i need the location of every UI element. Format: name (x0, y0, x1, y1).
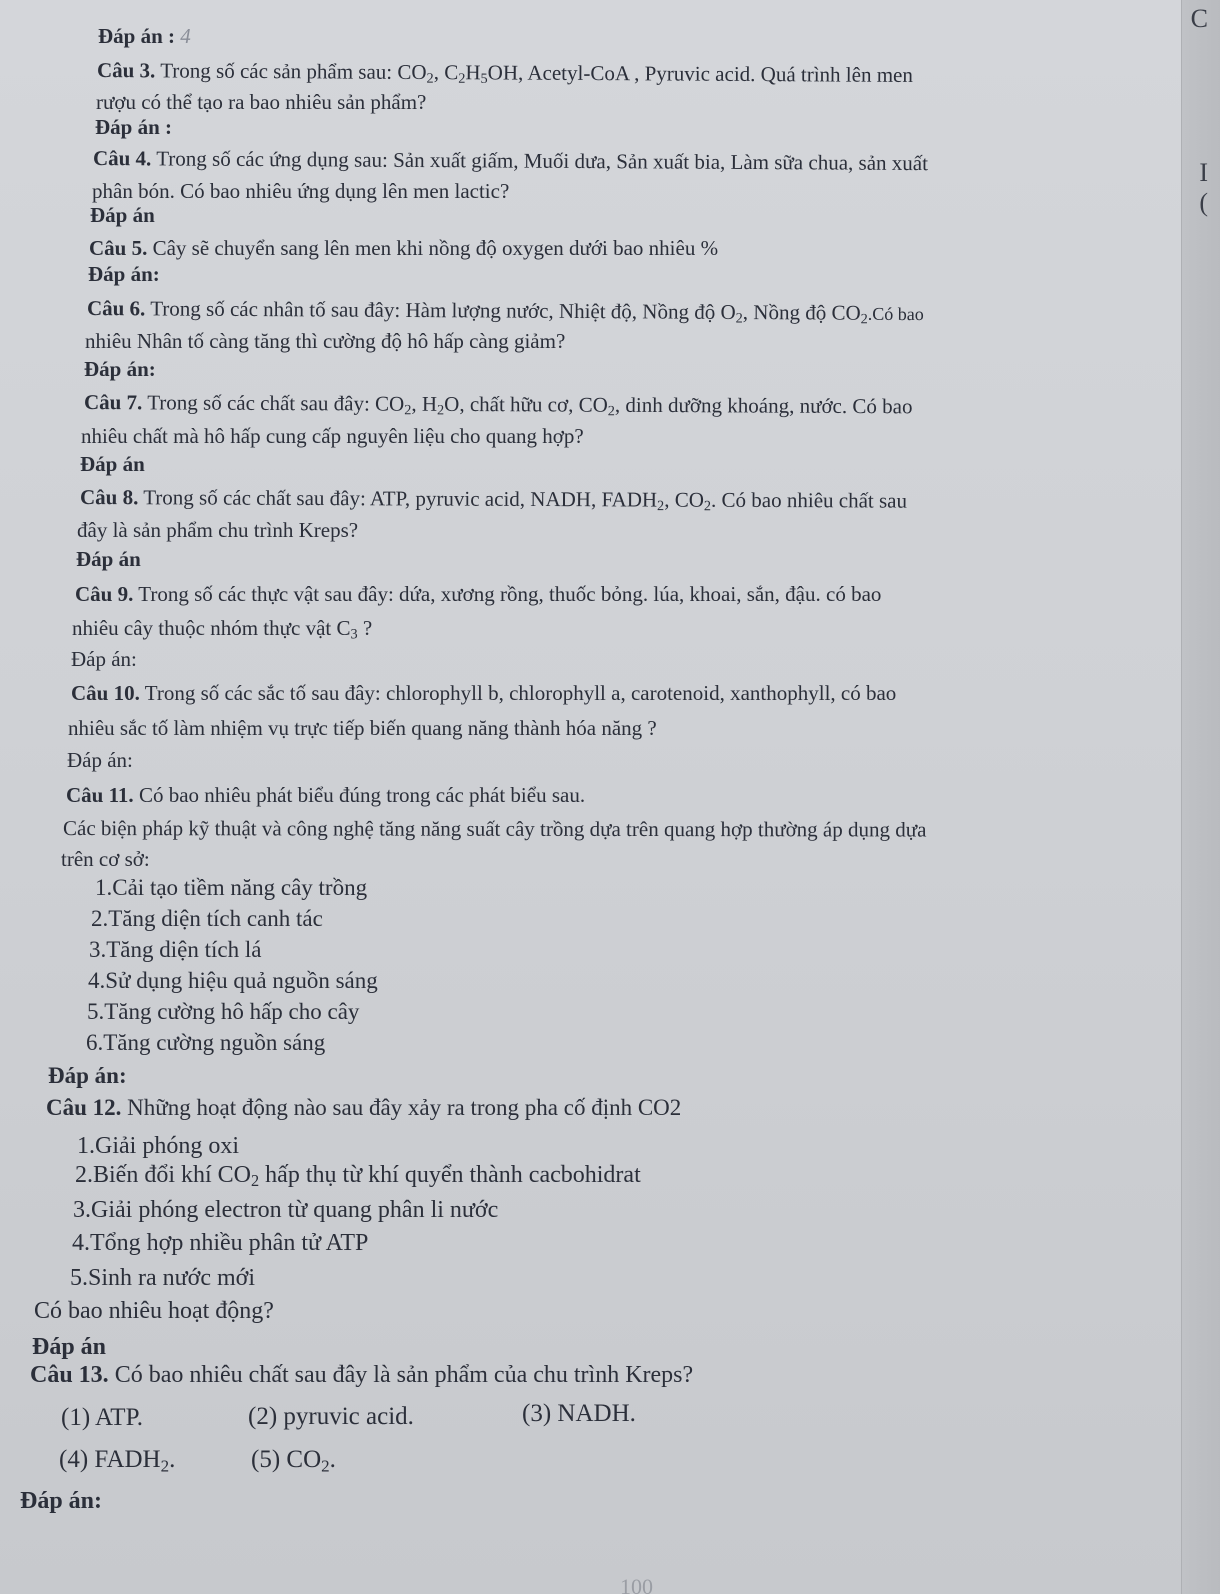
answer-label: Đáp án : (95, 115, 173, 139)
answer-label: Đáp án: (67, 748, 133, 772)
question-8-line-2: đây là sản phẩm chu trình Kreps? (77, 518, 359, 542)
list-item: 3.Tăng diện tích lá (89, 937, 262, 962)
question-4-line-2: phân bón. Có bao nhiêu ứng dụng lên men lactic? (92, 179, 510, 203)
question-9-line-2: nhiêu cây thuộc nhóm thực vật $C_3$ ? (72, 616, 373, 643)
question-8-line-1: Câu 8. Trong số các chất sau đây: ATP, pyruvic acid, NADH, $FADH_2$, $CO_2$. Có bao nhiêu chất sau (79, 485, 908, 515)
question-3-line-1: Câu 3. Trong số các sản phẩm sau: $CO_2$, $C_2H_5OH$, Acetyl-CoA , Pyruvic acid. Quá trình lên men (96, 58, 913, 87)
question-7-line-2: nhiêu chất mà hô hấp cung cấp nguyên liệu cho quang hợp? (81, 424, 584, 448)
option-2: (2) pyruvic acid. (248, 1403, 414, 1430)
question-11-line-3: trên cơ sở: (61, 847, 150, 871)
handwritten-mark: 4 (180, 24, 191, 48)
edge-glyph: I (1199, 158, 1208, 187)
question-10-line-2: nhiêu sắc tố làm nhiệm vụ trực tiếp biến quang năng thành hóa năng ? (68, 716, 657, 740)
question-11-line-1: Câu 11. Có bao nhiêu phát biểu đúng trong các phát biểu sau. (66, 783, 586, 807)
question-6-line-1: Câu 6. Trong số các nhân tố sau đây: Hàm lượng nước, Nhiệt độ, Nồng độ $O_2$, Nồng độ $CO_2.Có$ bao (86, 296, 924, 328)
question-11-line-2: Các biện pháp kỹ thuật và công nghệ tăng năng suất cây trồng dựa trên quang hợp thường áp dụng dựa (62, 816, 927, 842)
option-3: (3) NADH. (522, 1400, 636, 1427)
answer-label: Đáp án (32, 1334, 107, 1360)
list-item: 5.Tăng cường hô hấp cho cây (87, 999, 360, 1024)
question-6-line-2: nhiêu Nhân tố càng tăng thì cường độ hô hấp càng giảm? (85, 329, 566, 353)
question-3-line-2: rượu có thể tạo ra bao nhiêu sản phẩm? (96, 90, 427, 114)
adjacent-page-edge (1181, 0, 1220, 1594)
question-12-line-1: Câu 12. Những hoạt động nào sau đây xảy ra trong pha cố định CO2 (46, 1095, 682, 1120)
list-item: 1.Giải phóng oxi (77, 1133, 239, 1159)
list-item: 1.Cải tạo tiềm năng cây trồng (95, 875, 368, 900)
question-9-line-1: Câu 9. Trong số các thực vật sau đây: dứa, xương rồng, thuốc bỏng. lúa, khoai, sắn, đậu. có bao (75, 582, 882, 606)
edge-glyph: C (1190, 4, 1208, 33)
question-4-line-1: Câu 4. Trong số các ứng dụng sau: Sản xuất giấm, Muối dưa, Sản xuất bia, Làm sữa chua, sản xuất (92, 146, 929, 176)
answer-label: Đáp án: (88, 262, 160, 286)
question-13-line-1: Câu 13. Có bao nhiêu chất sau đây là sản phẩm của chu trình Kreps? (30, 1362, 694, 1388)
question-10-line-1: Câu 10. Trong số các sắc tố sau đây: chlorophyll b, chlorophyll a, carotenoid, xanthophyll, có bao (71, 681, 897, 705)
page-number: 100 (620, 1574, 653, 1594)
option-5: (5) $CO_2$. (251, 1446, 336, 1476)
answer-label: Đáp án: (48, 1063, 127, 1088)
question-7-line-1: Câu 7. Trong số các chất sau đây: $CO_2$, $H_2O$, chất hữu cơ, $CO_2$, dinh dưỡng khoáng, nước. Có bao (83, 390, 913, 420)
answer-label: Đáp án (80, 452, 145, 476)
answer-label: Đáp án (76, 547, 141, 571)
option-4: (4) $FADH_2$. (59, 1446, 176, 1476)
answer-label: Đáp án : 4 (98, 24, 191, 48)
option-1: (1) ATP. (61, 1404, 143, 1431)
list-item: 6.Tăng cường nguồn sáng (86, 1030, 326, 1055)
question-12-prompt: Có bao nhiêu hoạt động? (34, 1298, 274, 1324)
answer-label: Đáp án (90, 203, 155, 227)
list-item: 2.Tăng diện tích canh tác (91, 906, 323, 931)
list-item: 4.Sử dụng hiệu quả nguồn sáng (88, 968, 378, 993)
answer-label: Đáp án: (84, 357, 156, 381)
list-item: 2.Biến đổi khí $CO_2$ hấp thụ từ khí quyển thành cacbohidrat (75, 1162, 641, 1191)
answer-label: Đáp án: (20, 1488, 103, 1514)
answer-label: Đáp án: (71, 647, 137, 671)
list-item: 4.Tổng hợp nhiều phân tử ATP (72, 1230, 369, 1256)
list-item: 5.Sinh ra nước mới (70, 1265, 256, 1291)
question-5: Câu 5. Cây sẽ chuyển sang lên men khi nồng độ oxygen dưới bao nhiêu % (89, 236, 719, 260)
edge-glyph: ( (1199, 188, 1208, 217)
list-item: 3.Giải phóng electron từ quang phân li nước (73, 1197, 499, 1223)
